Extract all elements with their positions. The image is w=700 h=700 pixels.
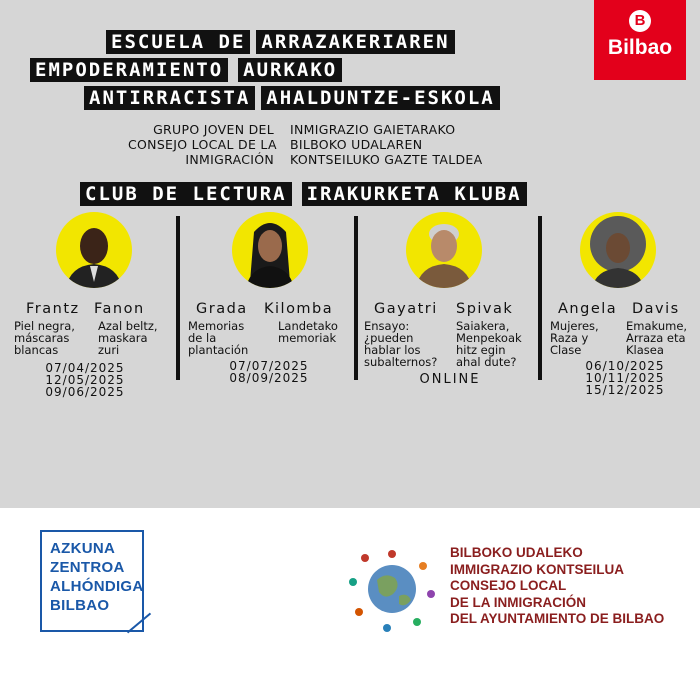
column-divider-1 xyxy=(176,216,180,380)
author-4-book-es: Mujeres, Raza y Clase xyxy=(550,319,599,357)
session-date: 07/04/2025 xyxy=(45,361,125,375)
azkuna-line: ALHÓNDIGA xyxy=(50,578,144,595)
bilbao-logo xyxy=(594,0,686,80)
title-row-3 xyxy=(84,86,500,110)
author-4-first: Angela xyxy=(558,301,618,317)
column-divider-3 xyxy=(538,216,542,380)
globe-figures-icon xyxy=(345,542,439,636)
title-eu-3: AHALDUNTZE-ESKOLA xyxy=(261,86,499,110)
title-es-1: ESCUELA DE xyxy=(106,30,250,54)
author-4-book-eu: Emakume, Arraza eta Klasea xyxy=(626,319,688,357)
session-date: 15/12/2025 xyxy=(585,383,665,397)
azkuna-line: ZENTROA xyxy=(50,559,125,576)
azkuna-line: BILBAO xyxy=(50,597,110,614)
title-row-2 xyxy=(30,58,342,82)
bilbao-logo-text: Bilbao xyxy=(607,36,673,59)
portrait-davis xyxy=(580,212,656,288)
portrait-kilomba xyxy=(232,212,308,288)
portrait-fanon xyxy=(56,212,132,288)
council-line: CONSEJO LOCAL xyxy=(450,578,567,593)
author-2-first: Grada xyxy=(196,301,248,317)
author-2-dates xyxy=(214,360,324,384)
club-eu: IRAKURKETA KLUBA xyxy=(302,182,527,206)
author-3-book-es: Ensayo: ¿pueden hablar los subalternos? xyxy=(364,319,438,369)
council-line: DEL AYUNTAMIENTO DE BILBAO xyxy=(450,611,665,626)
title-es-2: EMPODERAMIENTO xyxy=(30,58,228,82)
author-3-first: Gayatri xyxy=(374,301,438,317)
author-2-book-eu: Landetako memoriak xyxy=(278,319,338,345)
session-date: 09/06/2025 xyxy=(45,385,125,399)
author-3-book-eu: Saiakera, Menpekoak hitz egin ahal dute? xyxy=(456,319,522,369)
council-line: BILBOKO UDALEKO xyxy=(450,545,583,560)
session-date: 07/07/2025 xyxy=(229,359,309,373)
immigration-council-logo-text xyxy=(450,545,664,628)
author-2-last: Kilomba xyxy=(264,301,334,317)
author-1-last: Fanon xyxy=(94,301,145,317)
author-4-last: Davis xyxy=(632,301,680,317)
club-es: CLUB DE LECTURA xyxy=(80,182,292,206)
author-2-book-es: Memorias de la plantación xyxy=(188,319,249,357)
session-online-label: ONLINE xyxy=(419,372,481,387)
portrait-spivak xyxy=(406,212,482,288)
title-row-1 xyxy=(106,30,455,54)
session-date: 06/10/2025 xyxy=(585,359,665,373)
column-divider-2 xyxy=(354,216,358,380)
club-row xyxy=(80,182,527,206)
azkuna-line: AZKUNA xyxy=(50,540,116,557)
session-date: 10/11/2025 xyxy=(585,371,665,385)
author-1-book-es: Piel negra, máscaras blancas xyxy=(14,319,75,357)
title-eu-1: ARRAZAKERIAREN xyxy=(256,30,454,54)
title-eu-2: AURKAKO xyxy=(238,58,342,82)
azkuna-zentroa-logo xyxy=(40,530,144,632)
author-1-book-eu: Azal beltz, maskara zuri xyxy=(98,319,158,357)
subtitle-eu: INMIGRAZIO GAIETARAKO BILBOKO UDALAREN KONTSEILUKO GAZTE TALDEA xyxy=(290,122,483,167)
author-1-dates xyxy=(30,362,140,398)
author-3-online xyxy=(400,374,500,386)
title-es-3: ANTIRRACISTA xyxy=(84,86,255,110)
session-date: 12/05/2025 xyxy=(45,373,125,387)
author-3-last: Spivak xyxy=(456,301,514,317)
author-1-first: Frantz xyxy=(26,301,80,317)
author-4-dates xyxy=(570,360,680,396)
subtitle-es: GRUPO JOVEN DEL CONSEJO LOCAL DE LA INMIGRACIÓN xyxy=(128,122,277,167)
council-line: IMMIGRAZIO KONTSEILUA xyxy=(450,561,624,577)
bilbao-b-icon: B xyxy=(629,10,651,32)
council-line: DE LA INMIGRACIÓN xyxy=(450,594,586,610)
session-date: 08/09/2025 xyxy=(229,371,309,385)
